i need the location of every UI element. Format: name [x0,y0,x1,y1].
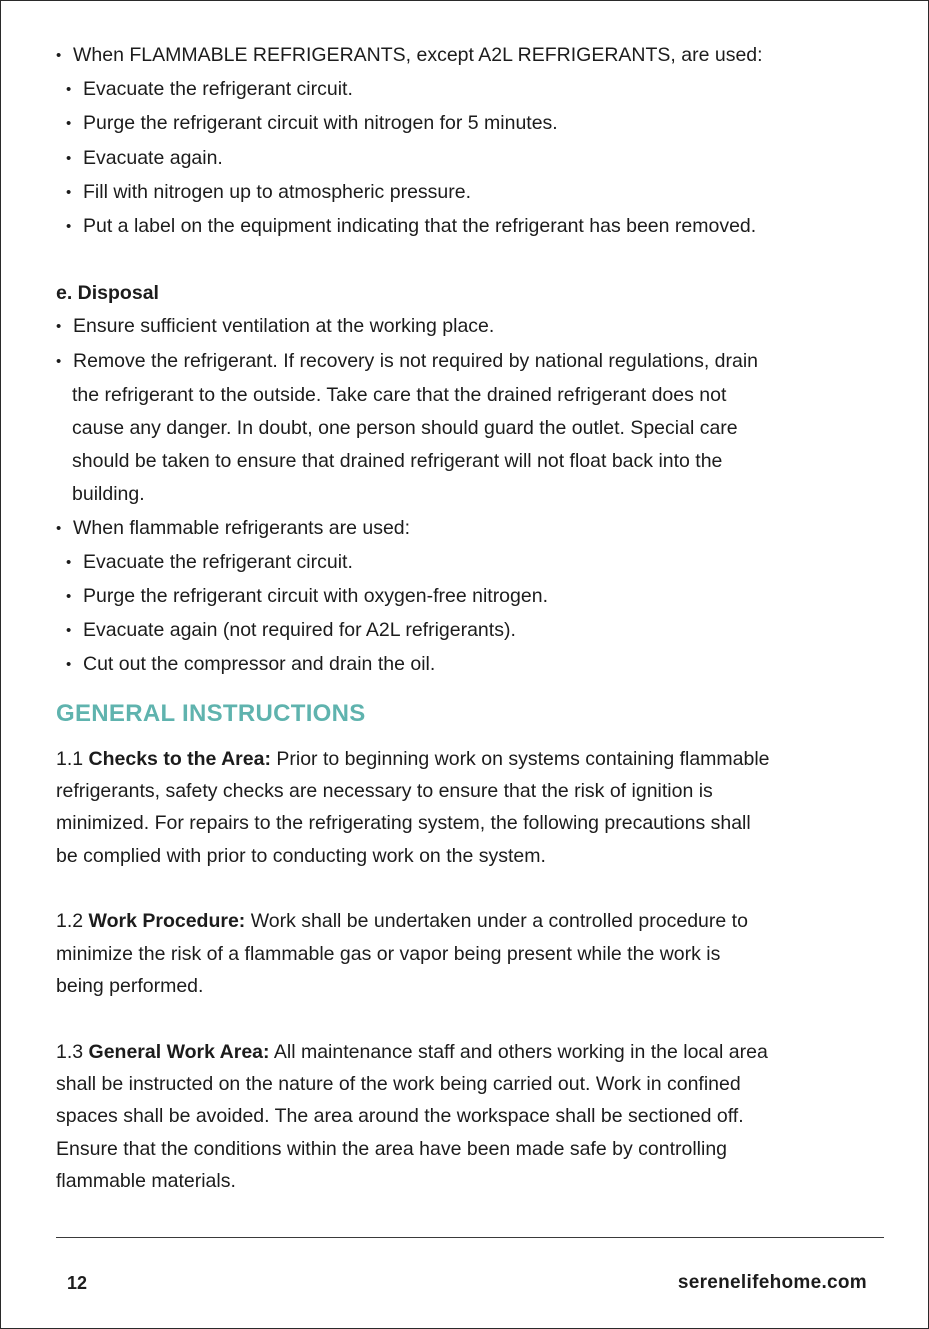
paragraph-line: All maintenance staff and others working in the local area [269,1040,768,1063]
section-number: 1.1 [56,747,84,770]
list-item [56,345,876,379]
list-item-text: Purge the refrigerant circuit with nitrogen for 5 minutes. [83,112,558,135]
bullet-icon [66,107,83,141]
list-item-text: Put a label on the equipment indicating that the refrigerant has been removed. [83,215,757,238]
section-number: 1.2 [56,910,84,933]
list-item-text: When FLAMMABLE REFRIGERANTS, except A2L REFRIGERANTS, are used: [73,44,763,66]
section-1-2 [56,905,876,1002]
disposal-heading: e. Disposal [56,282,159,305]
section-1-3 [56,1036,876,1198]
section-title: Checks to the Area: [88,747,271,770]
list-item-text: Ensure sufficient ventilation at the working place. [73,315,495,338]
paragraph-line: Prior to beginning work on systems containing flammable [270,747,770,770]
document-body [56,39,876,1198]
paragraph-line: shall be instructed on the nature of the work being carried out. Work in confined [56,1072,741,1095]
bullet-icon [66,546,83,580]
bullet-icon [66,142,83,176]
list-item-text: Evacuate again. [83,146,223,169]
list-item-continuation: the refrigerant to the outside. Take care that the drained refrigerant does not [72,383,727,406]
list-item [56,176,876,210]
list-item [56,614,876,648]
bullet-icon [66,73,83,107]
bullet-icon [66,580,83,614]
section-number: 1.3 [56,1040,84,1063]
list-item-continuation: building. [72,483,145,506]
list-item-continuation: cause any danger. In doubt, one person should guard the outlet. Special care [72,417,738,440]
paragraph-line: Ensure that the conditions within the area have been made safe by controlling [56,1137,728,1160]
footer-divider [56,1237,884,1238]
bullet-icon [66,614,83,648]
page-number: 12 [67,1273,88,1293]
paragraph-line: be complied with prior to conducting work on the system. [56,844,546,867]
list-item [56,310,876,344]
website-link[interactable]: serenelifehome.com [677,1272,867,1293]
paragraph-line: minimized. For repairs to the refrigerating system, the following precautions shall [56,812,751,835]
paragraph-line: Work shall be undertaken under a controlled procedure to [245,910,748,933]
list-item-text: Evacuate the refrigerant circuit. [83,78,353,101]
paragraph-line: being performed. [56,975,204,998]
bullet-icon [66,210,83,244]
list-item-text: Remove the refrigerant. If recovery is not required by national regulations, drain [73,349,759,372]
paragraph-line: spaces shall be avoided. The area around the workspace shall be sectioned off. [56,1105,744,1128]
list-item [56,648,876,682]
list-item [56,546,876,580]
section-title: Work Procedure: [88,910,246,933]
paragraph-line: refrigerants, safety checks are necessary to ensure that the risk of ignition is [56,780,713,803]
bullet-icon [56,39,73,73]
list-item [56,73,876,107]
bullet-icon [66,176,83,210]
list-item-text: Fill with nitrogen up to atmospheric pressure. [83,180,472,203]
list-item [56,512,876,546]
list-item [56,142,876,176]
section-title: General Work Area: [88,1040,270,1063]
list-item [56,580,876,614]
paragraph-line: minimize the risk of a flammable gas or vapor being present while the work is [56,942,721,965]
list-item-text: Evacuate again (not required for A2L refrigerants). [83,619,516,642]
bullet-icon [66,648,83,682]
general-instructions-heading: GENERAL INSTRUCTIONS [56,699,366,727]
bullet-icon [56,310,73,344]
list-item [56,39,876,73]
bullet-icon [56,345,73,379]
bullet-icon [56,512,73,546]
list-item-text: When flammable refrigerants are used: [73,516,411,539]
list-item [56,210,876,244]
list-item-text: Purge the refrigerant circuit with oxygen-free nitrogen. [83,585,548,608]
list-item-continuation: should be taken to ensure that drained refrigerant will not float back into the [72,450,723,473]
list-item-text: Cut out the compressor and drain the oil. [83,653,436,676]
list-item-text: Evacuate the refrigerant circuit. [83,550,353,573]
paragraph-line: flammable materials. [56,1170,236,1193]
section-1-1 [56,743,876,873]
list-item [56,107,876,141]
